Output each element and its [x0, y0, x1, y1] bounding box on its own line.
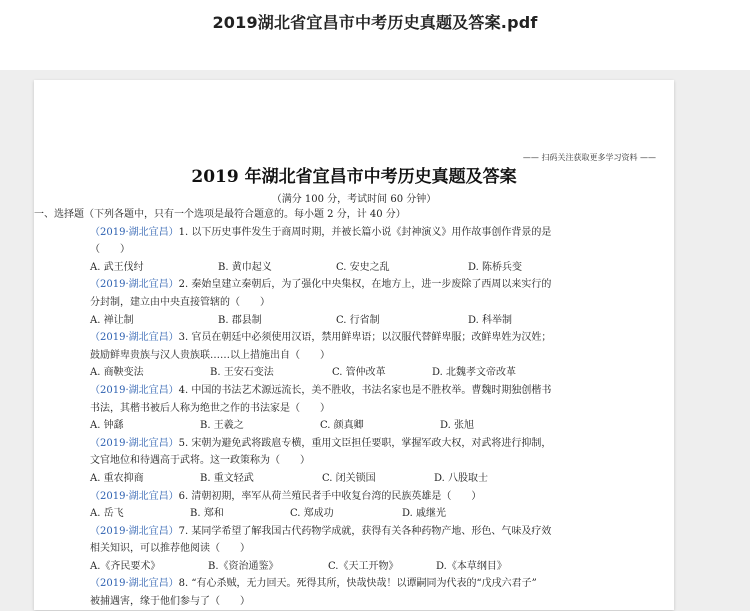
- document-title: 2019 年湖北省宜昌市中考历史真题及答案: [191, 167, 517, 187]
- option-c: C.《天工开物》: [328, 560, 399, 572]
- question: [90, 224, 655, 277]
- option-a: A. 商鞅变法: [90, 367, 144, 379]
- option-b: B. 黄巾起义: [218, 261, 272, 273]
- question-tag: （2019·湖北宜昌）: [90, 490, 179, 502]
- option-d: D. 科举制: [468, 314, 513, 326]
- question: [90, 382, 655, 435]
- question-line: （2019·湖北宜昌）5. 宋朝为避免武将跋扈专横，重用文臣担任要职，掌握军政大权，对武将进行抑制，: [90, 437, 552, 449]
- question-line: 分封制，建立由中央直接管辖的（ ）: [90, 296, 270, 308]
- question-line: 相关知识，可以推荐他阅读（ ）: [90, 543, 250, 555]
- option-b: B. 郑和: [190, 508, 224, 520]
- question: [90, 329, 655, 382]
- option-c: C. 闭关锁国: [322, 472, 376, 484]
- option-c: C. 行省制: [336, 314, 380, 326]
- file-title: 2019湖北省宜昌市中考历史真题及答案.pdf: [212, 13, 538, 32]
- options-row: [90, 417, 655, 435]
- question-line: （2019·湖北宜昌）8. “有心杀贼，无力回天。死得其所，快哉快哉！以谭嗣同为代表的“戊戌六君子”: [90, 578, 537, 590]
- question-tag: （2019·湖北宜昌）: [90, 279, 179, 291]
- question: [90, 523, 655, 576]
- question: [90, 435, 655, 488]
- question-line: （2019·湖北宜昌）6. 清朝初期，率军从荷兰殖民者手中收复台湾的民族英雄是（ ）: [90, 490, 482, 502]
- option-b: B. 重文轻武: [200, 472, 254, 484]
- qr-banner: —— 扫码关注获取更多学习资料 ——: [522, 153, 656, 162]
- question-line: （2019·湖北宜昌）4. 中国的书法艺术源远流长，美不胜收，书法名家也是不胜枚举。曹魏时期独创楷书: [90, 384, 552, 396]
- option-c: C. 安史之乱: [336, 261, 390, 273]
- question-line: （ ）: [90, 244, 130, 256]
- option-d: D.《本草纲目》: [436, 560, 507, 572]
- question: [90, 575, 655, 610]
- option-d: D. 八股取士: [434, 472, 489, 484]
- options-row: [90, 505, 655, 523]
- options-row: [90, 558, 655, 576]
- option-d: D. 陈桥兵变: [468, 261, 523, 273]
- question-tag: （2019·湖北宜昌）: [90, 578, 179, 590]
- question-line: （2019·湖北宜昌）2. 秦始皇建立秦朝后，为了强化中央集权，在地方上，进一步废除了西周以来实行的: [90, 279, 552, 291]
- document-body: [34, 206, 655, 611]
- question-tag: （2019·湖北宜昌）: [90, 525, 179, 537]
- question-tag: （2019·湖北宜昌）: [90, 226, 179, 238]
- viewer-header: [0, 0, 750, 70]
- question-tag: （2019·湖北宜昌）: [90, 332, 179, 344]
- question-line: （2019·湖北宜昌）7. 某同学希望了解我国古代药物学成就，获得有关各种药物产地、形色、气味及疗效: [90, 525, 552, 537]
- option-a: A. 岳飞: [90, 508, 124, 520]
- options-row: [90, 364, 655, 382]
- option-a: A. 重农抑商: [90, 472, 144, 484]
- exam-meta: （满分 100 分，考试时间 60 分钟）: [271, 194, 437, 205]
- option-d: D. 戚继光: [402, 508, 447, 520]
- question-tag: （2019·湖北宜昌）: [90, 384, 179, 396]
- option-c: C. 郑成功: [290, 508, 334, 520]
- question: [90, 488, 655, 523]
- question-line: （2019·湖北宜昌）3. 官员在朝廷中必须使用汉语，禁用鲜卑语；以汉服代替鲜卑服；改鲜卑姓为汉姓；: [90, 332, 552, 344]
- question-line: 文官地位和待遇高于武将。这一政策称为（ ）: [90, 455, 310, 467]
- option-a: A. 钟繇: [90, 420, 124, 432]
- option-c: C. 颜真卿: [320, 420, 364, 432]
- option-d: D. 北魏孝文帝改革: [432, 367, 517, 379]
- question-line: 鼓励鲜卑贵族与汉人贵族联……以上措施出自（ ）: [90, 349, 330, 361]
- option-d: D. 张旭: [440, 420, 475, 432]
- section-heading: 一、选择题（下列各题中，只有一个选项是最符合题意的。每小题 2 分，计 40 分）: [34, 209, 406, 220]
- option-a: A.《齐民要术》: [90, 560, 161, 572]
- option-c: C. 管仲改革: [332, 367, 386, 379]
- options-row: [90, 470, 655, 488]
- option-a: A. 武王伐纣: [90, 261, 144, 273]
- question-line: （2019·湖北宜昌）1. 以下历史事件发生于商周时期，并被长篇小说《封神演义》用作故事创作背景的是: [90, 226, 552, 238]
- options-row: [90, 312, 655, 330]
- question: [90, 276, 655, 329]
- option-b: B.《资治通鉴》: [208, 560, 279, 572]
- option-b: B. 王羲之: [200, 420, 244, 432]
- question-line: 书法，其楷书被后人称为绝世之作的书法家是（ ）: [90, 402, 330, 414]
- option-b: B. 王安石变法: [210, 367, 274, 379]
- option-b: B. 郡县制: [218, 314, 262, 326]
- question-tag: （2019·湖北宜昌）: [90, 437, 179, 449]
- document-page: [34, 80, 674, 610]
- option-a: A. 禅让制: [90, 314, 134, 326]
- options-row: [90, 259, 655, 277]
- question-line: 被捕遇害，缘于他们参与了（ ）: [90, 596, 250, 608]
